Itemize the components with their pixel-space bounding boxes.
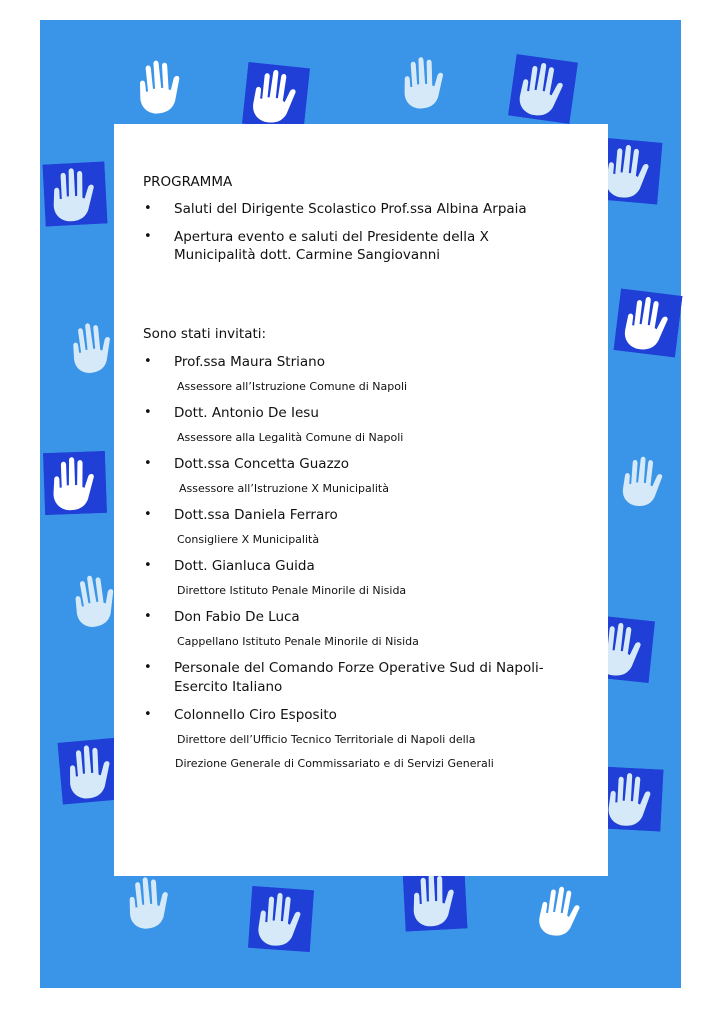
bullet: • (144, 405, 152, 420)
bullet: • (144, 201, 152, 216)
program-item: Municipalità dott. Carmine Sangiovanni (174, 247, 441, 263)
bullet: • (144, 456, 152, 471)
bullet: • (144, 229, 152, 244)
bullet: • (144, 507, 152, 522)
handprint-icon (43, 451, 107, 515)
handprint-icon (528, 878, 594, 944)
program-item: Saluti del Dirigente Scolastico Prof.ssa Albina Arpaia (174, 201, 527, 217)
invitee-name: Esercito Italiano (174, 679, 283, 695)
invitee-name: Dott.ssa Concetta Guazzo (174, 456, 350, 472)
handprint-icon (613, 450, 675, 512)
bullet: • (144, 558, 152, 573)
invitee-name: Colonnello Ciro Esposito (174, 707, 337, 723)
invitee-role: Direttore dell’Ufficio Tecnico Territoriale di Napoli della (177, 733, 476, 746)
invitee-role: Direzione Generale di Commissariato e di Servizi Generali (175, 757, 494, 770)
invitee-role: Consigliere X Municipalità (177, 533, 320, 546)
invitee-role: Assessore alla Legalità Comune di Napoli (177, 431, 404, 444)
program-heading: PROGRAMMA (143, 174, 233, 190)
invitee-name: Dott. Gianluca Guida (174, 558, 315, 574)
handprint-icon (127, 52, 195, 120)
bullet: • (144, 660, 152, 675)
invitee-role: Direttore Istituto Penale Minorile di Nisida (177, 584, 407, 597)
invitee-role: Assessore all’Istruzione Comune di Napoli (177, 380, 408, 393)
invitee-role: Assessore all’Istruzione X Municipalità (179, 482, 389, 495)
handprint-icon (402, 866, 467, 931)
invitee-name: Personale del Comando Forze Operative Sud di Napoli- (174, 660, 544, 676)
invited-heading: Sono stati invitati: (143, 326, 267, 342)
handprint-icon (508, 54, 578, 124)
handprint-icon (242, 62, 310, 130)
handprint-icon (393, 50, 457, 114)
bullet: • (144, 354, 152, 369)
handprint-icon (42, 161, 107, 226)
invitee-name: Prof.ssa Maura Striano (174, 354, 325, 370)
bullet: • (144, 609, 152, 624)
bullet: • (144, 707, 152, 722)
handprint-icon (117, 869, 183, 935)
handprint-icon (248, 886, 314, 952)
invitee-name: Dott.ssa Daniela Ferraro (174, 507, 338, 523)
handprint-icon (613, 288, 682, 357)
program-item: Apertura evento e saluti del Presidente della X (174, 229, 489, 245)
invitee-name: Dott. Antonio De Iesu (174, 405, 319, 421)
invitee-role: Cappellano Istituto Penale Minorile di Nisida (177, 635, 419, 648)
invitee-name: Don Fabio De Luca (174, 609, 300, 625)
handprint-icon (598, 766, 663, 831)
